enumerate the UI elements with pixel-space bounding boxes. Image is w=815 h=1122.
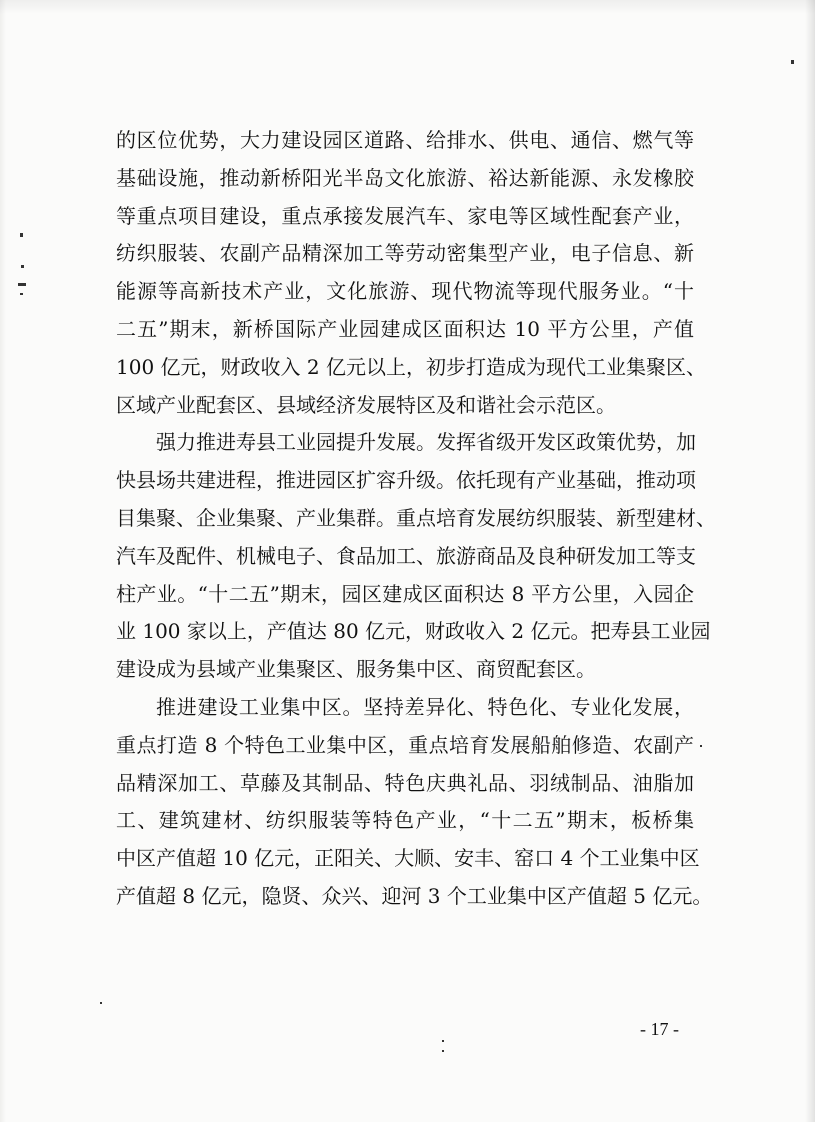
text-line: 二五”期末，新桥国际产业园建成区面积达 10 平方公里，产值 (116, 316, 694, 341)
text-line: 快县场共建进程，推进园区扩容升级。依托现有产业基础，推动项 (116, 468, 696, 493)
scan-speck (18, 283, 26, 286)
scan-speck (442, 1040, 444, 1042)
text-line: 重点打造 8 个特色工业集中区，重点培育发展船舶修造、农副产 (116, 732, 694, 757)
scan-speck (21, 265, 24, 268)
scan-speck (791, 60, 794, 64)
scan-shadow-top (0, 0, 815, 14)
scan-speck (20, 233, 23, 237)
body-text (116, 122, 716, 916)
scan-speck (700, 745, 702, 747)
scan-speck (20, 293, 23, 295)
text-line: 品精深加工、草藤及其制品、特色庆典礼品、羽绒制品、油脂加 (116, 770, 694, 795)
text-line: 柱产业。“十二五”期末，园区建成区面积达 8 平方公里，入园企 (116, 581, 694, 606)
scan-shadow-left (0, 0, 6, 1122)
paragraph (116, 424, 716, 689)
text-line: 基础设施，推动新桥阳光半岛文化旅游、裕达新能源、永发橡胶 (116, 165, 694, 190)
text-line: 业 100 家以上，产值达 80 亿元，财政收入 2 亿元。把寿县工业园 (116, 619, 711, 644)
text-line: 的区位优势，大力建设园区道路、给排水、供电、通信、燃气等 (116, 128, 694, 152)
paragraph (116, 122, 706, 424)
scan-speck (442, 1050, 444, 1052)
text-line: 中区产值超 10 亿元，正阳关、大顺、安丰、窑口 4 个工业集中区 (116, 846, 700, 871)
text-line: 纺织服装、农副产品精深加工等劳动密集型产业，电子信息、新 (116, 241, 694, 266)
page-number: - 17 - (640, 1019, 679, 1039)
text-line: 建设成为县域产业集聚区、服务集中区、商贸配套区。 (116, 657, 596, 682)
text-line: 100 亿元，财政收入 2 亿元以上，初步打造成为现代工业集聚区、 (116, 354, 706, 379)
text-line: 工、建筑建材、纺织服装等特色产业，“十二五”期末，板桥集 (116, 808, 694, 833)
text-line: 区域产业配套区、县域经济发展特区及和谐社会示范区。 (116, 392, 616, 417)
scan-shadow-right (805, 0, 815, 1122)
text-line: 推进建设工业集中区。坚持差异化、特色化、专业化发展， (156, 694, 694, 719)
text-line: 汽车及配件、机械电子、食品加工、旅游商品及良种研发加工等支 (116, 543, 696, 568)
scan-speck (100, 1002, 102, 1004)
text-line: 能源等高新技术产业，文化旅游、现代物流等现代服务业。“十 (116, 279, 694, 304)
text-line: 等重点项目建设，重点承接发展汽车、家电等区域性配套产业， (116, 203, 694, 228)
text-line: 产值超 8 亿元，隐贤、众兴、迎河 3 个工业集中区产值超 5 亿元。 (116, 883, 713, 908)
paragraph (116, 689, 713, 916)
text-line: 强力推进寿县工业园提升发展。发挥省级开发区政策优势，加 (156, 430, 696, 455)
text-line: 目集聚、企业集聚、产业集群。重点培育发展纺织服装、新型建材、 (116, 505, 716, 530)
